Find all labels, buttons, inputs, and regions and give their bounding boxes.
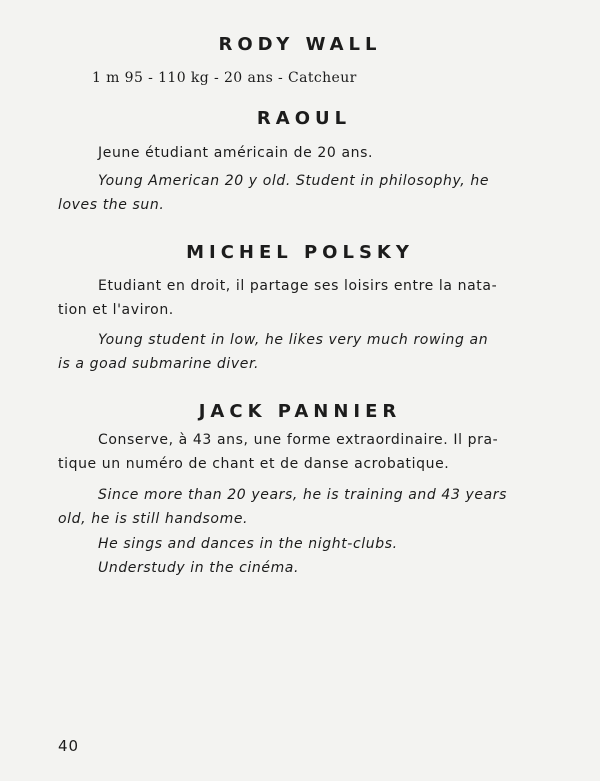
profile-french-line: Conserve, à 43 ans, une forme extraordinaire. Il pra- [98, 432, 499, 448]
profile-english-line: Understudy in the cinéma. [98, 560, 300, 576]
profile-french-line: tion et l'aviron. [58, 302, 174, 318]
profile-english-line: He sings and dances in the night-clubs. [98, 536, 398, 552]
profile-english-line: loves the sun. [58, 197, 165, 213]
profile-english-line: Young student in low, he likes very much rowing an [98, 332, 489, 348]
profile-name-michel-polsky: MICHEL POLSKY [186, 242, 414, 263]
profile-french-line: tique un numéro de chant et de danse acrobatique. [58, 456, 450, 472]
profile-english-line: is a goad submarine diver. [58, 356, 260, 372]
profile-english-line: Since more than 20 years, he is training and 43 years [98, 487, 508, 503]
profile-french-line: Etudiant en droit, il partage ses loisirs entre la nata- [98, 278, 498, 294]
profile-name-raoul: RAOUL [256, 108, 352, 129]
profile-name-rody-wall: RODY WALL [218, 34, 382, 55]
profile-english-line: Young American 20 y old. Student in philosophy, he [98, 173, 490, 189]
page-number: 40 [58, 737, 80, 755]
profile-stats-rody-wall: 1 m 95 - 110 kg - 20 ans - Catcheur [92, 70, 357, 86]
profile-name-jack-pannier: JACK PANNIER [198, 401, 402, 422]
profile-french-line: Jeune étudiant américain de 20 ans. [98, 145, 374, 161]
profile-english-line: old, he is still handsome. [58, 511, 249, 527]
